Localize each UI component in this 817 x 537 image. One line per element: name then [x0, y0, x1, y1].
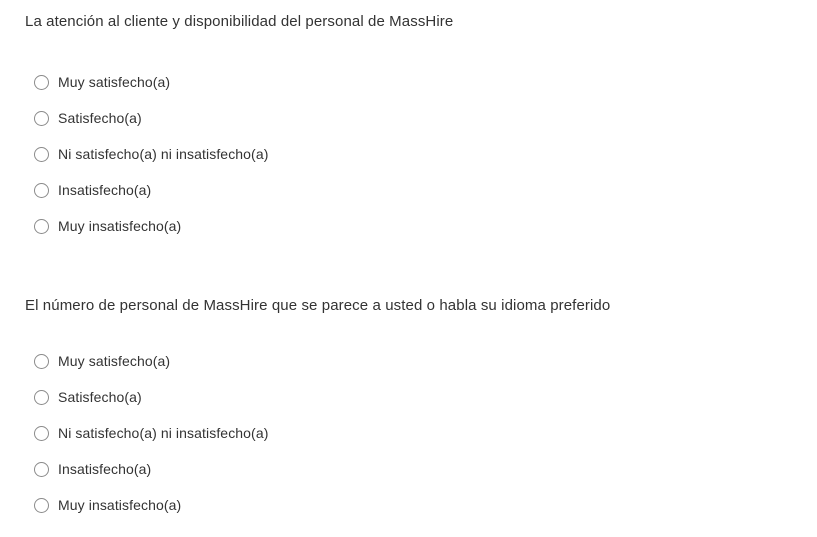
- radio-option[interactable]: [34, 72, 817, 92]
- radio-option[interactable]: [34, 216, 817, 236]
- question-title: La atención al cliente y disponibilidad del personal de MassHire: [25, 13, 454, 30]
- radio-circle-icon[interactable]: [34, 219, 49, 234]
- radio-circle-icon[interactable]: [34, 75, 49, 90]
- radio-option[interactable]: [34, 180, 817, 200]
- radio-circle-icon[interactable]: [34, 354, 49, 369]
- question-block-2: [25, 296, 817, 515]
- question-block-1: [25, 12, 817, 236]
- option-label: Insatisfecho(a): [58, 181, 152, 198]
- option-label: Ni satisfecho(a) ni insatisfecho(a): [58, 424, 269, 441]
- option-label: Satisfecho(a): [58, 388, 142, 405]
- radio-circle-icon[interactable]: [34, 498, 49, 513]
- radio-option[interactable]: [34, 387, 817, 407]
- radio-option[interactable]: [34, 459, 817, 479]
- radio-option[interactable]: [34, 351, 817, 371]
- radio-circle-icon[interactable]: [34, 462, 49, 477]
- option-label: Satisfecho(a): [58, 109, 142, 126]
- radio-circle-icon[interactable]: [34, 111, 49, 126]
- option-label: Muy satisfecho(a): [58, 73, 171, 90]
- option-label: Muy satisfecho(a): [58, 352, 171, 369]
- radio-option[interactable]: [34, 108, 817, 128]
- option-label: Insatisfecho(a): [58, 460, 152, 477]
- radio-circle-icon[interactable]: [34, 390, 49, 405]
- radio-circle-icon[interactable]: [34, 183, 49, 198]
- radio-option[interactable]: [34, 495, 817, 515]
- radio-option[interactable]: [34, 423, 817, 443]
- options-list: [25, 72, 817, 236]
- option-label: Muy insatisfecho(a): [58, 496, 182, 513]
- radio-circle-icon[interactable]: [34, 426, 49, 441]
- question-title: El número de personal de MassHire que se parece a usted o habla su idioma preferido: [25, 297, 611, 314]
- radio-circle-icon[interactable]: [34, 147, 49, 162]
- options-list: [25, 351, 817, 515]
- radio-option[interactable]: [34, 144, 817, 164]
- option-label: Ni satisfecho(a) ni insatisfecho(a): [58, 145, 269, 162]
- option-label: Muy insatisfecho(a): [58, 217, 182, 234]
